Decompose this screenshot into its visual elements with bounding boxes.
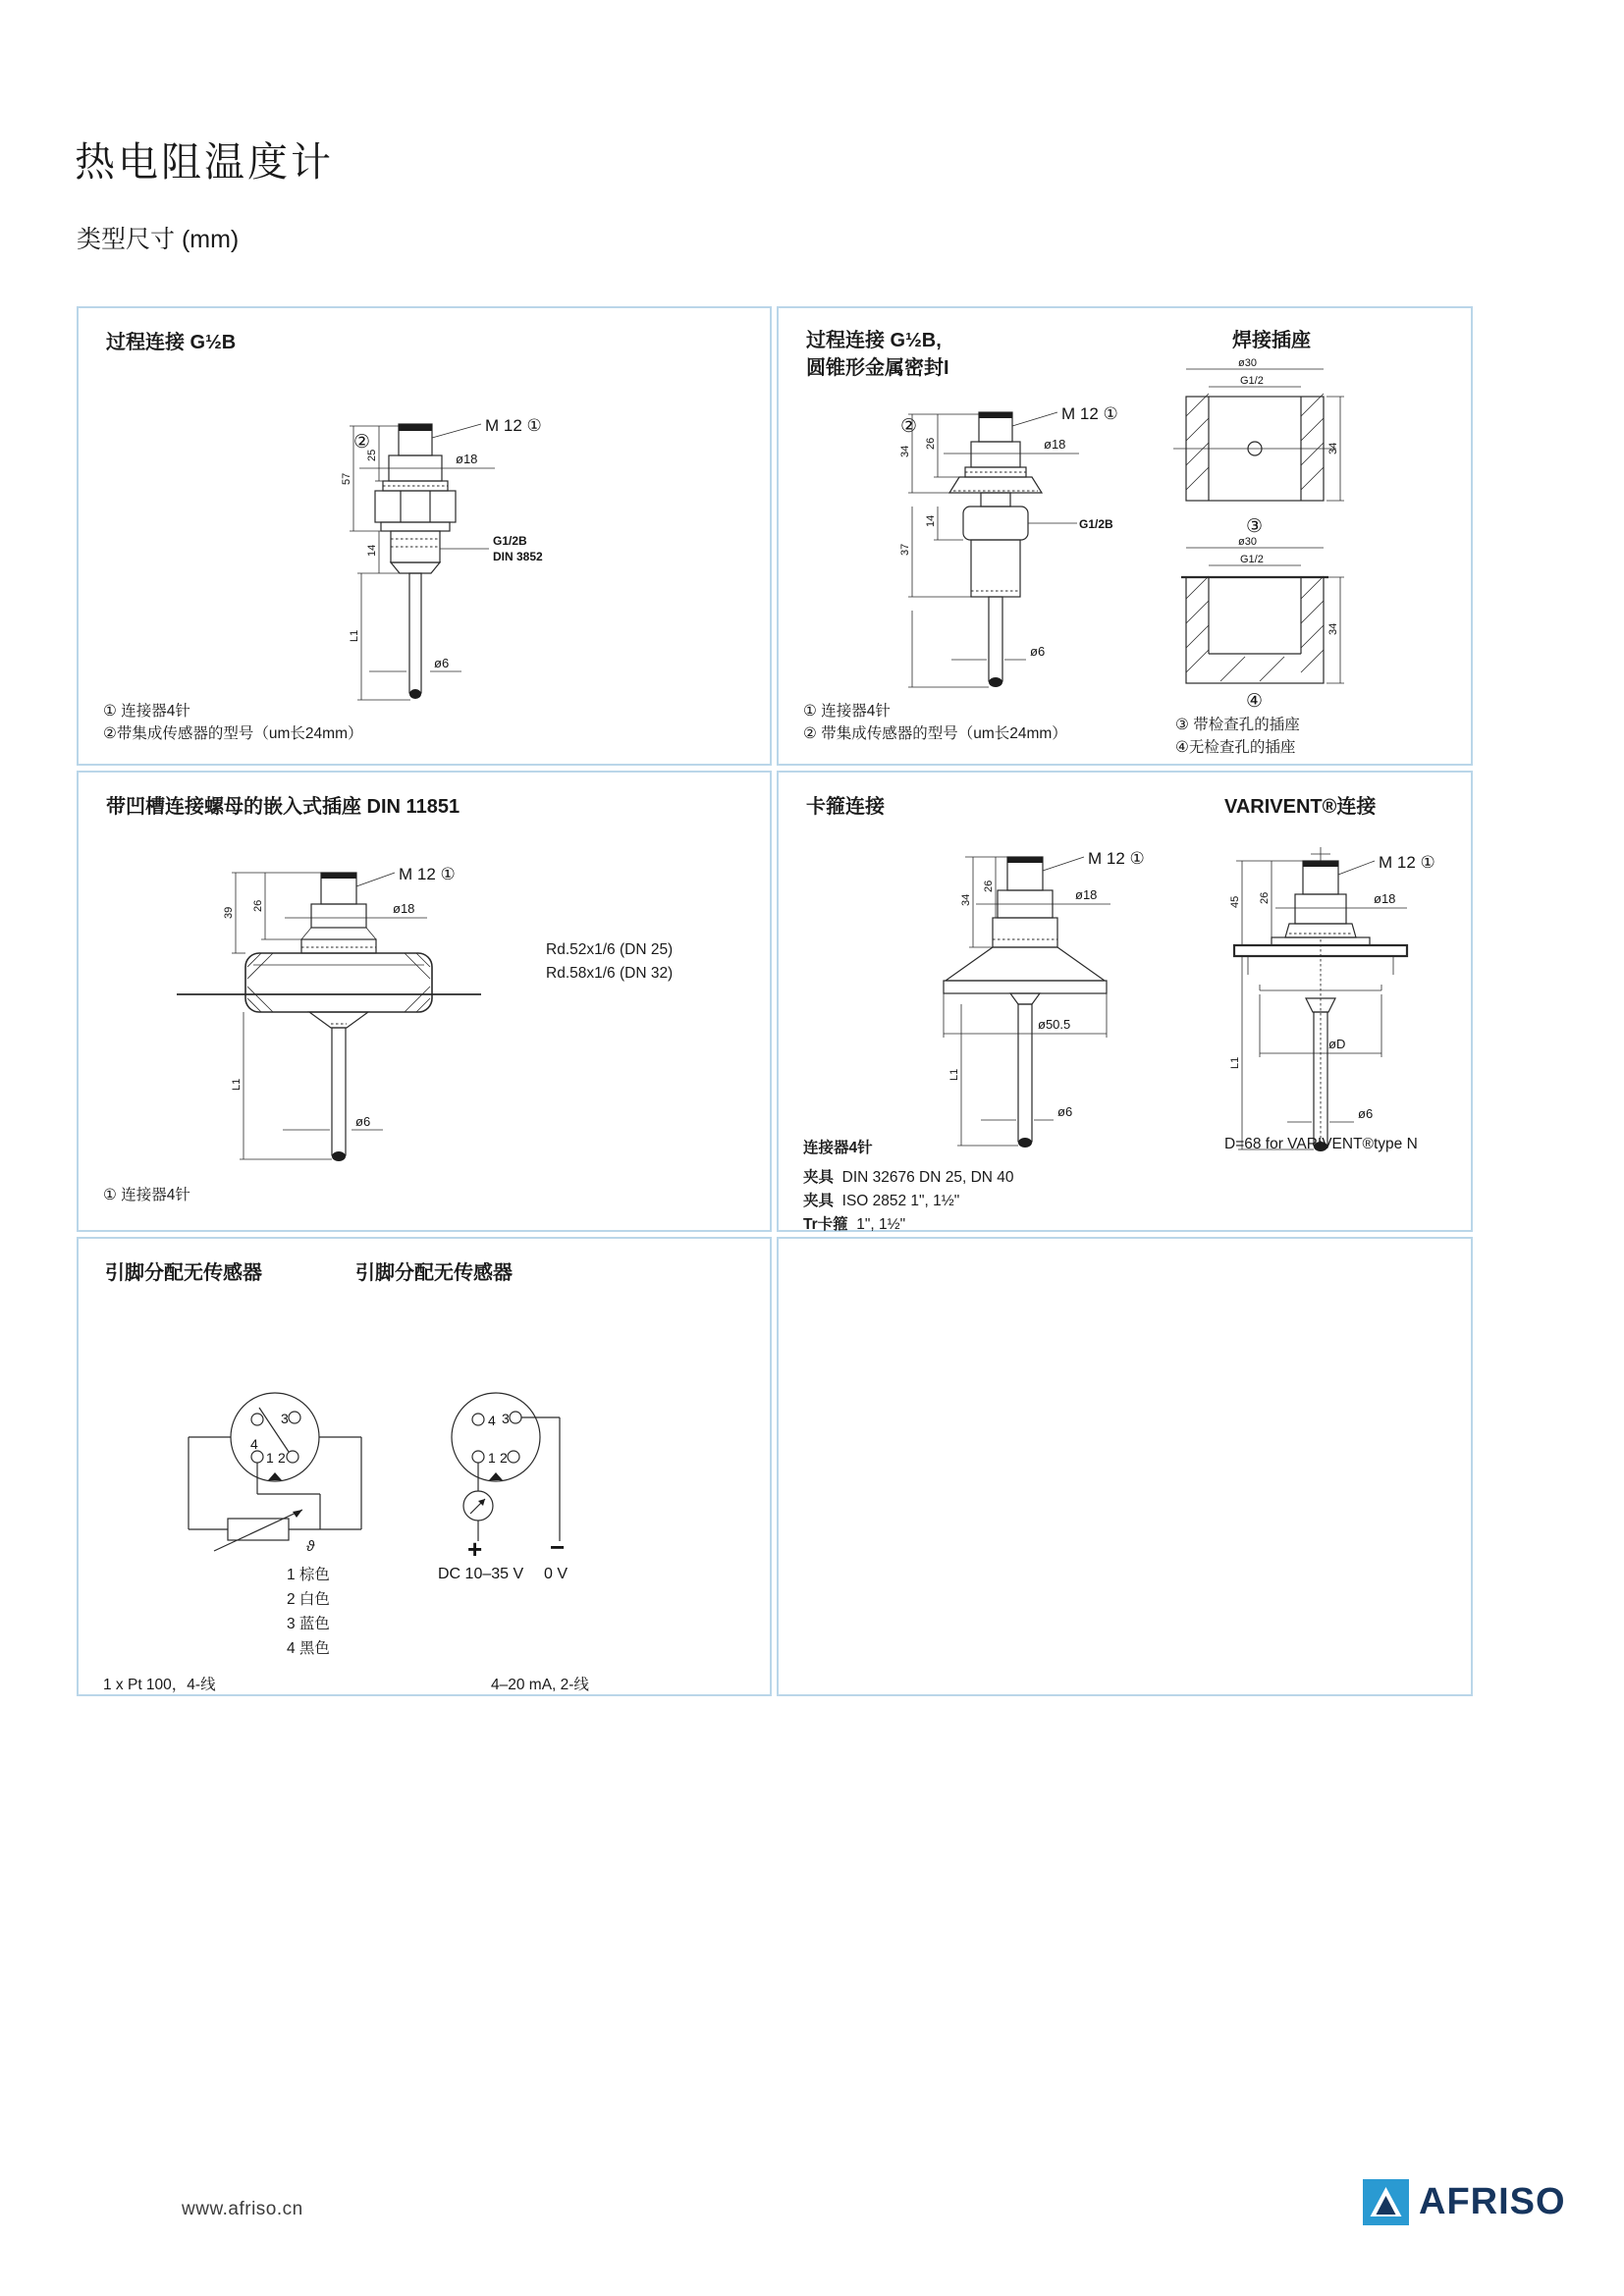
legend-pin1-color: 1 棕色 (287, 1567, 330, 1583)
label-circ2: ② (353, 432, 371, 453)
panel-title-varivent: VARIVENT®连接 (1224, 796, 1377, 818)
dim-34: 34 (899, 445, 911, 457)
label-d30: ø30 (1238, 357, 1257, 369)
label-minus: − (550, 1532, 566, 1562)
label-m12: M 12 ① (1379, 853, 1435, 872)
clamp-label: 夹具 (803, 1169, 835, 1186)
panel-title-clamp: 卡箍连接 (806, 796, 885, 818)
footnote-varivent-d68: D=68 for VARIVENT®type N (1224, 1136, 1418, 1152)
panel-title-pins-left: 引脚分配无传感器 (105, 1262, 262, 1284)
page-title: 热电阻温度计 (75, 139, 334, 185)
footnote: ②带集成传感器的型号（um长24mm） (103, 725, 363, 742)
panel-title-line1: 过程连接 G½B, (806, 330, 942, 351)
footnote-connector: 连接器4针 (803, 1140, 873, 1156)
pin-3: 3 (281, 1411, 289, 1426)
pin-2: 2 (500, 1450, 508, 1466)
drawing-din11851-probe (147, 863, 501, 1197)
panel-grid (77, 306, 1473, 1696)
panel-title-weld-socket: 焊接插座 (1232, 330, 1311, 351)
afriso-wordmark: AFRISO (1419, 2181, 1566, 2222)
label-theta: ϑ (306, 1538, 315, 1555)
dim-14: 14 (366, 544, 378, 557)
label-g12: G1/2 (1240, 554, 1264, 565)
drawing-g12b-conical-probe (843, 404, 1148, 699)
footnote-clamp-din (803, 1165, 1014, 1187)
legend-pin4-color: 4 黑色 (287, 1640, 330, 1657)
pin-3: 3 (502, 1411, 510, 1426)
afriso-logo (1363, 2179, 1566, 2225)
label-circ3: ③ (1246, 516, 1264, 537)
dim-34: 34 (1327, 622, 1339, 635)
label-0v: 0 V (544, 1566, 568, 1582)
panel-clamp-varivent (777, 771, 1473, 1232)
caption-420ma: 4–20 mA, 2-线 (491, 1677, 589, 1693)
caption-pt100: 1 x Pt 100，4-线 (103, 1677, 216, 1693)
dim-l1: L1 (231, 1078, 243, 1091)
wiring-420ma (422, 1368, 697, 1668)
dim-34: 34 (1327, 442, 1339, 454)
dim-39: 39 (223, 906, 235, 919)
dim-26: 26 (925, 437, 937, 450)
legend-pin2-color: 2 白色 (287, 1591, 330, 1608)
label-d6: ø6 (1358, 1106, 1374, 1121)
pin-1: 1 (488, 1450, 496, 1466)
clamp-label: Tr卡箍 (803, 1216, 848, 1233)
label-dc-supply: DC 10–35 V (438, 1566, 524, 1582)
pin-4: 4 (488, 1413, 496, 1428)
label-d50-5: ø50.5 (1038, 1017, 1071, 1032)
panel-title: 过程连接 G½B (106, 332, 237, 353)
label-m12: M 12 ① (1061, 404, 1118, 423)
dim-26: 26 (1259, 891, 1271, 904)
panel-title-pins-right: 引脚分配无传感器 (355, 1262, 513, 1284)
label-d6: ø6 (1057, 1104, 1073, 1119)
label-d18: ø18 (1044, 437, 1066, 452)
label-plus: + (467, 1534, 483, 1564)
drawing-clamp-probe (863, 845, 1187, 1179)
footnote: ③ 带检查孔的插座 (1175, 717, 1300, 733)
pin-4: 4 (250, 1436, 258, 1452)
dim-26: 26 (983, 880, 995, 892)
label-g12b: G1/2B (1079, 517, 1113, 531)
label-d30: ø30 (1238, 536, 1257, 548)
dim-34: 34 (960, 893, 972, 906)
footnote-clamp-iso (803, 1189, 959, 1210)
dim-l1: L1 (1229, 1056, 1241, 1069)
dim-45: 45 (1229, 895, 1241, 908)
footnote: ① 连接器4针 (803, 703, 891, 720)
footnote: ① 连接器4针 (103, 1187, 190, 1203)
label-m12: M 12 ① (485, 416, 542, 435)
panel-g12b-conical (777, 306, 1473, 766)
label-d6: ø6 (1030, 644, 1046, 659)
footnote: ① 连接器4针 (103, 703, 190, 720)
label-dD: øD (1328, 1037, 1346, 1051)
drawing-g12b-probe (244, 414, 577, 709)
footer-url: www.afriso.cn (182, 2199, 303, 2219)
label-d6: ø6 (355, 1114, 371, 1129)
footnote: ④无检查孔的插座 (1175, 739, 1296, 756)
panel-g12b (77, 306, 772, 766)
clamp-value: 1", 1½" (856, 1216, 906, 1233)
pin-1: 1 (266, 1450, 274, 1466)
label-d18: ø18 (1075, 887, 1098, 902)
clamp-label: 夹具 (803, 1193, 835, 1209)
panel-empty (777, 1237, 1473, 1696)
dim-25: 25 (366, 449, 378, 461)
label-din3852: DIN 3852 (493, 550, 543, 563)
pin-2: 2 (278, 1450, 286, 1466)
panel-title: 带凹槽连接螺母的嵌入式插座 DIN 11851 (106, 796, 460, 818)
label-d18: ø18 (1374, 891, 1396, 906)
dim-l1: L1 (349, 629, 360, 642)
legend-pin3-color: 3 蓝色 (287, 1616, 330, 1632)
panel-din11851 (77, 771, 772, 1232)
label-circ4: ④ (1246, 691, 1264, 712)
clamp-value: ISO 2852 1", 1½" (841, 1193, 960, 1209)
label-d18: ø18 (456, 452, 478, 466)
label-d18: ø18 (393, 901, 415, 916)
label-g12b: G1/2B (493, 534, 527, 548)
rd-thread-dn25: Rd.52x1/6 (DN 25) (546, 941, 674, 958)
footnote: ② 带集成传感器的型号（um长24mm） (803, 725, 1067, 742)
rd-thread-dn32: Rd.58x1/6 (DN 32) (546, 965, 674, 982)
drawing-weld-sockets (1152, 357, 1358, 712)
dim-26: 26 (252, 899, 264, 912)
label-d6: ø6 (434, 656, 450, 670)
label-circ2: ② (900, 416, 918, 437)
wiring-pt100 (137, 1368, 412, 1668)
dim-57: 57 (341, 472, 352, 485)
dim-37: 37 (899, 543, 911, 556)
label-m12: M 12 ① (399, 865, 456, 883)
dim-14: 14 (925, 514, 937, 527)
page-subtitle: 类型尺寸 (mm) (77, 226, 240, 253)
afriso-logo-mark (1363, 2179, 1409, 2225)
label-m12: M 12 ① (1088, 849, 1145, 868)
label-g12: G1/2 (1240, 375, 1264, 387)
panel-title-line2: 圆锥形金属密封I (806, 357, 949, 379)
drawing-varivent-probe (1173, 845, 1453, 1179)
panel-pin-assignment (77, 1237, 772, 1696)
clamp-value: DIN 32676 DN 25, DN 40 (841, 1169, 1014, 1186)
footnote-tri-clamp (803, 1212, 905, 1234)
dim-l1: L1 (948, 1068, 960, 1081)
